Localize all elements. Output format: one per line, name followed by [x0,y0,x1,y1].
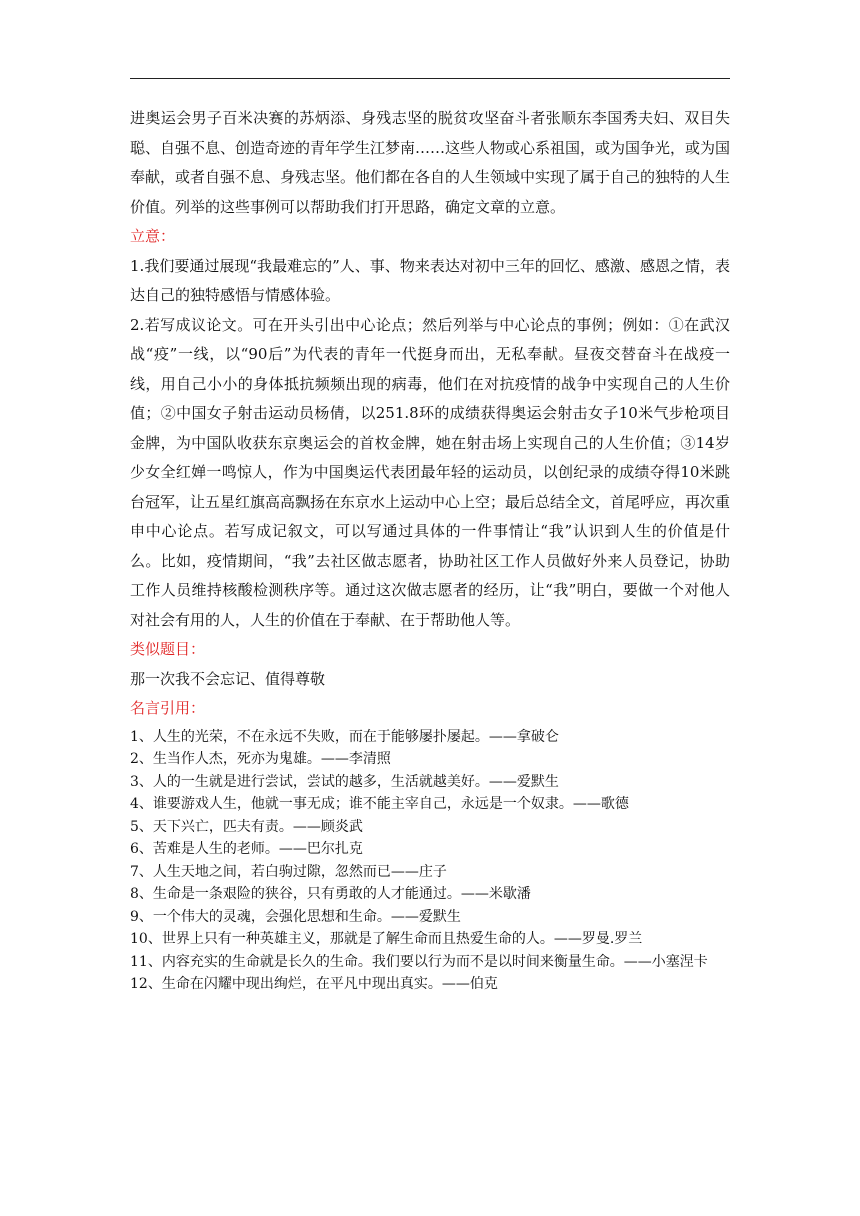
heading-liyi: 立意： [130,227,176,245]
similar-topics-text: 那一次我不会忘记、值得尊敬 [130,669,326,688]
heading-similar-topics: 类似题目： [130,640,206,658]
quote-item: 11、内容充实的生命就是长久的生命。我们要以行为而不是以时间来衡量生命。——小塞涅卡 [130,953,708,970]
liyi-point-1: 1.我们要通过展现“我最难忘的”人、事、物来表达对初中三年的回忆、感激、感恩之情，表达自己的独特感悟与情感体验。 [130,256,730,304]
quote-item: 8、生命是一条艰险的狭谷，只有勇敢的人才能通过。——米歇潘 [130,886,531,902]
quote-list [130,726,730,996]
quote-item: 12、生命在闪耀中现出绚烂，在平凡中现出真实。——伯克 [130,976,498,992]
quote-item: 9、一个伟大的灵魂，会强化思想和生命。——爱默生 [130,908,461,925]
liyi-point-2: 2.若写成议论文。可在开头引出中心论点；然后列举与中心论点的事例；例如：①在武汉战“疫”一线，以“90后”为代表的青年一代挺身而出，无私奉献。昼夜交替奋斗在战疫一线，用自己小小的身体抵抗频频出现的病毒，他们在对抗疫情的战争中实现自己的人生价值；②中国女子射击运动员杨倩，以251.8环的成绩获得奥运会射击女子10米气步枪项目金牌，为中国队收获东京奥运会的首枚金牌，她在射击场上实现自己的人生价值；③14岁少女全红婵一鸣惊人，作为中国奥运代表团最年轻的运动员，以创纪录的成绩夺得10米跳台冠军，让五星红旗高高飘扬在东京水上运动中心上空；最后总结全文，首尾呼应，再次重申中心论点。若写成记叙文，可以写通过具体的一件事情让“我”认识到人生的价值是什么。比如，疫情期间，“我”去社区做志愿者，协助社区工作人员做好外来人员登记，协助工作人员维持核酸检测秩序等。通过这次做志愿者的经历，让“我”明白，要做一个对他人对社会有用的人，人生的价值在于奉献、在于帮助他人等。 [130,315,731,629]
quote-item: 1、人生的光荣，不在永远不失败，而在于能够屡扑屡起。——拿破仑 [130,728,559,745]
intro-paragraph: 进奥运会男子百米决赛的苏炳添、身残志坚的脱贫攻坚奋斗者张顺东李国秀夫妇、双目失聪、自强不息、创造奇迹的青年学生江梦南……这些人物或心系祖国，或为国争光，或为国奉献，或者自强不息、身残志坚。他们都在各自的人生领域中实现了属于自己的独特的人生价值。列举的这些事例可以帮助我们打开思路，确定文章的立意。 [130,109,731,216]
heading-quotes: 名言引用： [130,699,206,717]
header-rule [130,78,730,79]
quote-item: 2、生当作人杰，死亦为鬼雄。——李清照 [130,751,391,767]
quote-item: 7、人生天地之间，若白驹过隙，忽然而已——庄子 [130,863,447,880]
quote-item: 4、谁要游戏人生，他就一事无成；谁不能主宰自己，永远是一个奴隶。——歌德 [130,796,629,812]
quote-item: 3、人的一生就是进行尝试，尝试的越多，生活就越美好。——爱默生 [130,773,559,790]
document-body [130,104,730,996]
quote-item: 10、世界上只有一种英雄主义，那就是了解生命而且热爱生命的人。——罗曼.罗兰 [130,931,643,947]
quote-item: 5、天下兴亡，匹夫有责。——顾炎武 [130,818,363,835]
quote-item: 6、苦难是人生的老师。——巴尔扎克 [130,841,363,857]
